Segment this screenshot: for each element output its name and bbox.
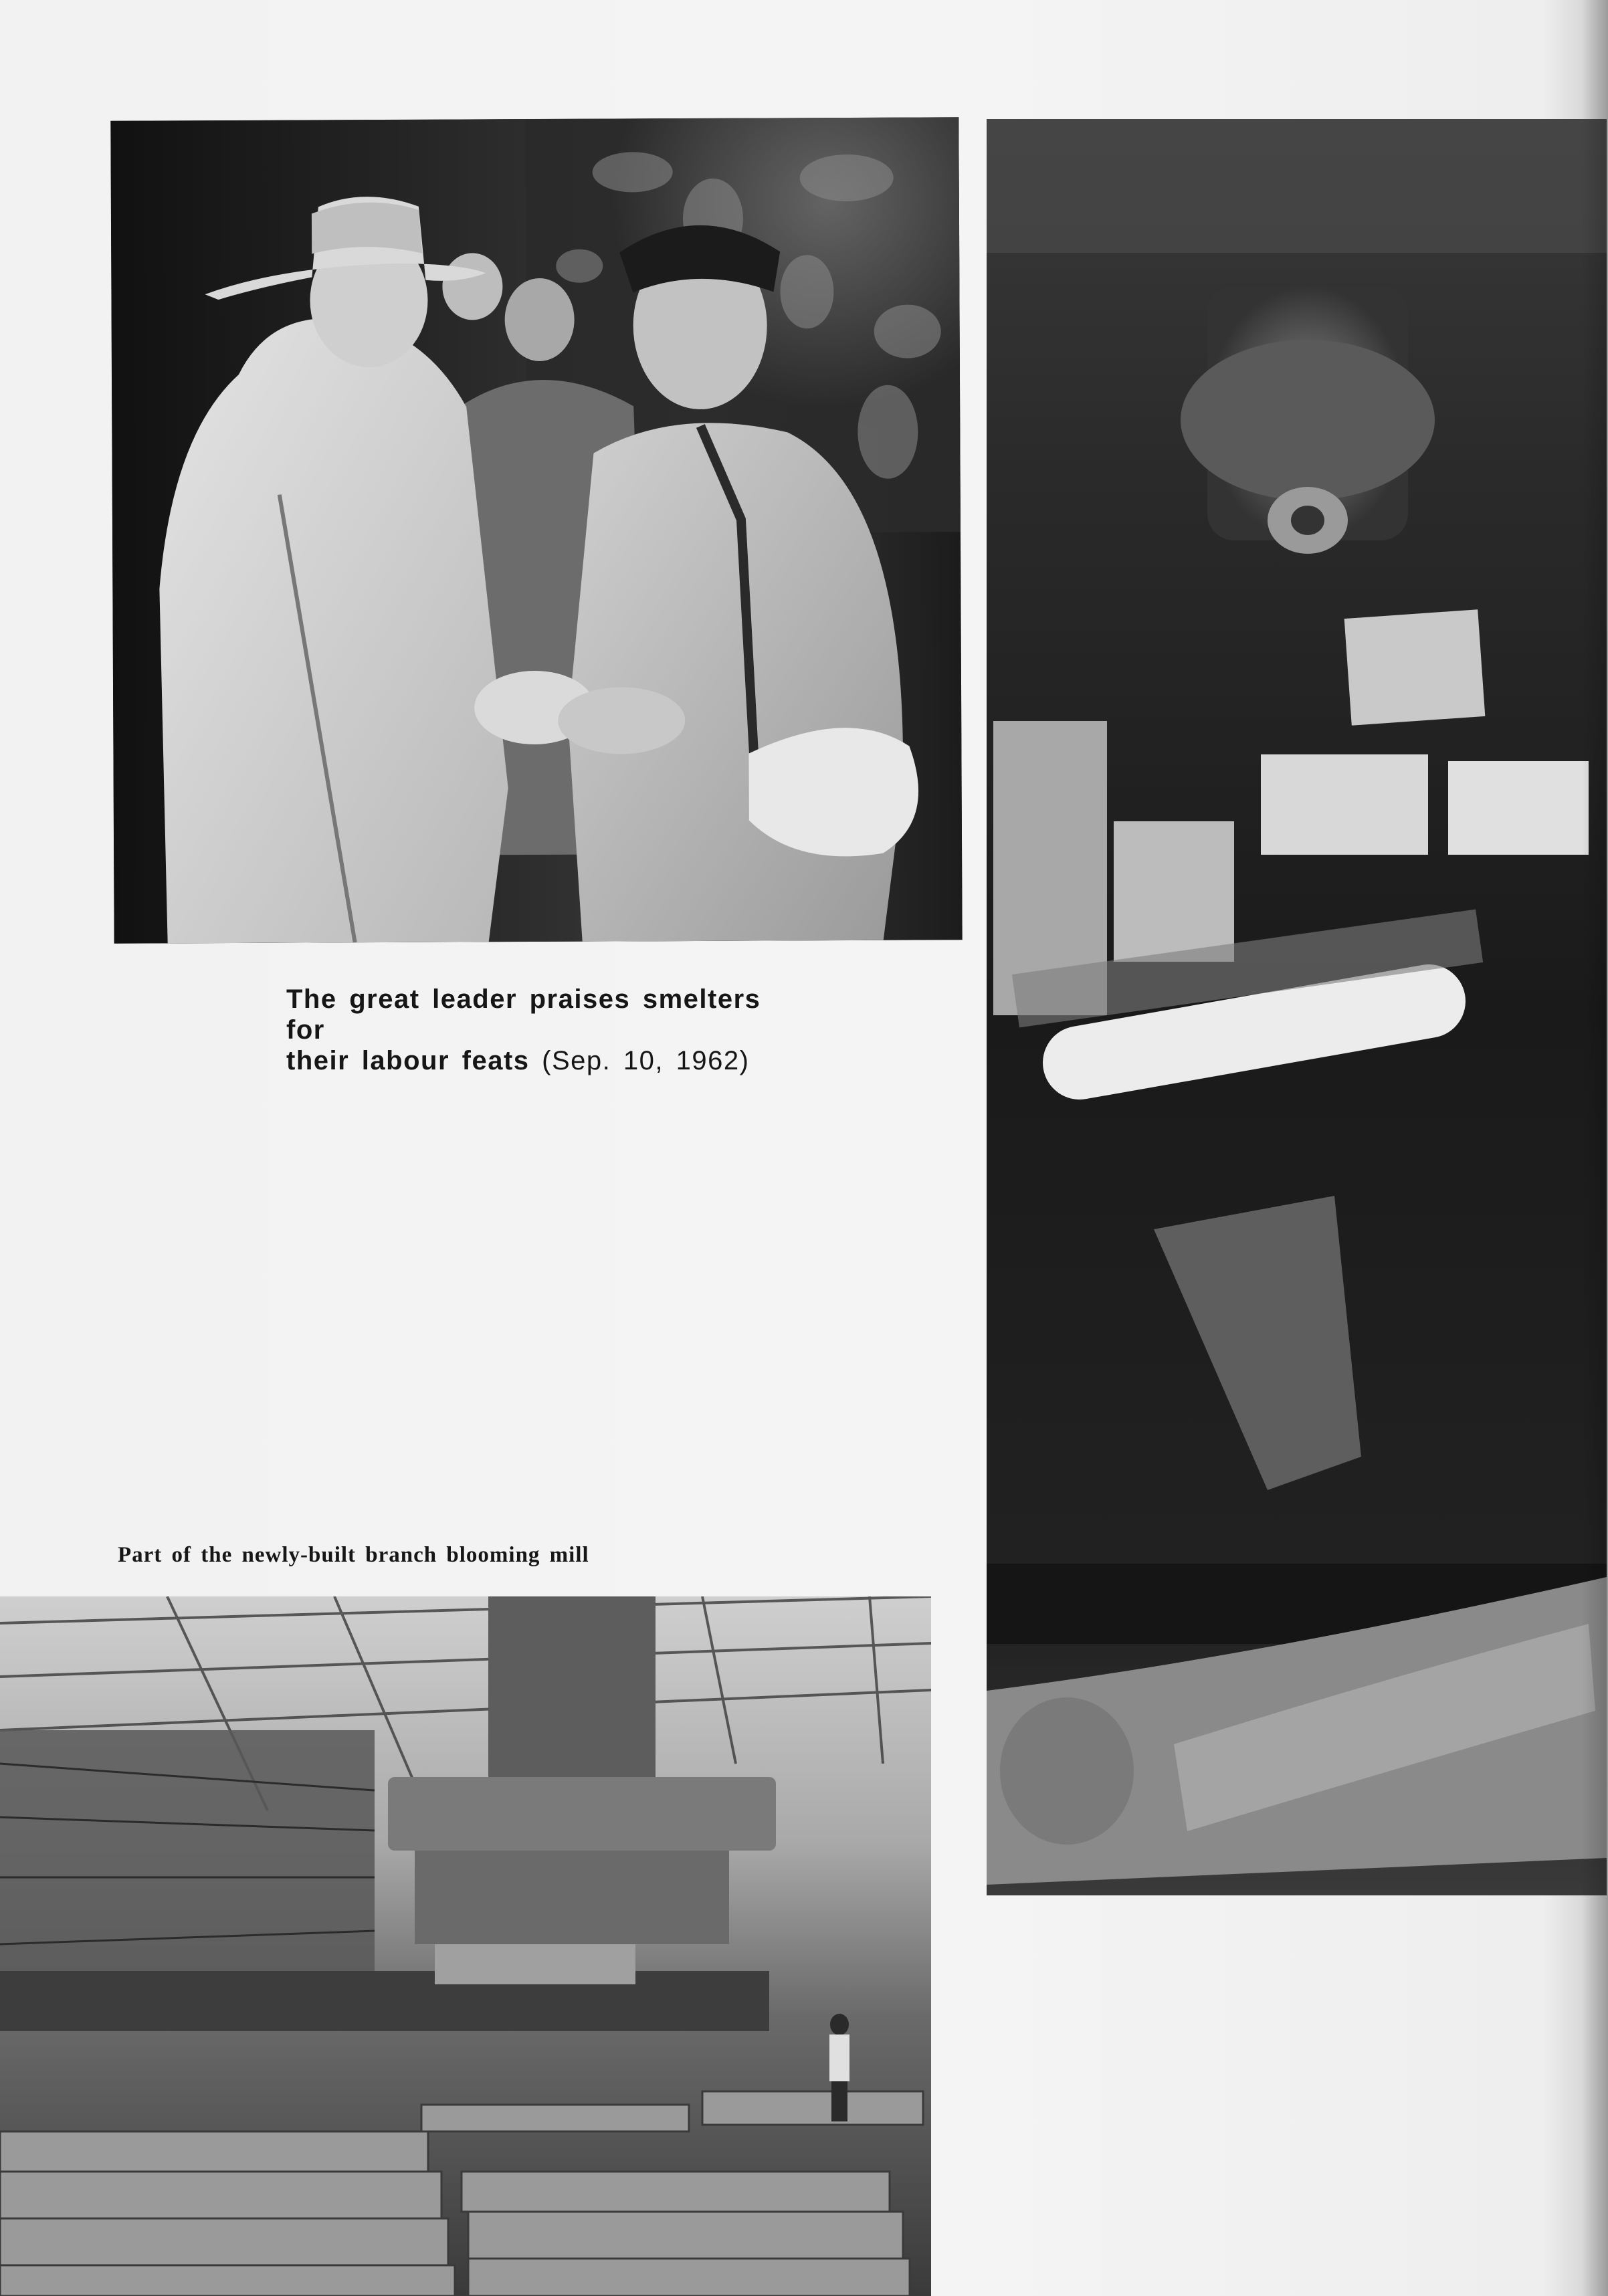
leader-photo-caption-date: (Sep. 10, 1962)	[542, 1046, 750, 1075]
leader-praises-smelters-photo	[110, 117, 962, 944]
blooming-mill-image	[0, 1596, 931, 2296]
leader-photo-caption-line1: The great leader praises smelters for	[286, 984, 761, 1045]
rolling-mill-closeup-image	[987, 119, 1607, 1895]
leader-photo-caption	[286, 984, 795, 1076]
blooming-mill-caption: Part of the newly-built branch blooming mill	[118, 1543, 589, 1567]
leader-praises-smelters-image	[110, 117, 962, 944]
blooming-mill-photo	[0, 1596, 931, 2296]
rolling-mill-closeup-photo	[987, 119, 1607, 1895]
leader-photo-caption-line2	[286, 1045, 795, 1076]
leader-photo-caption-line2-text: their labour feats	[286, 1046, 530, 1075]
page-fold-shadow	[1581, 0, 1608, 2296]
